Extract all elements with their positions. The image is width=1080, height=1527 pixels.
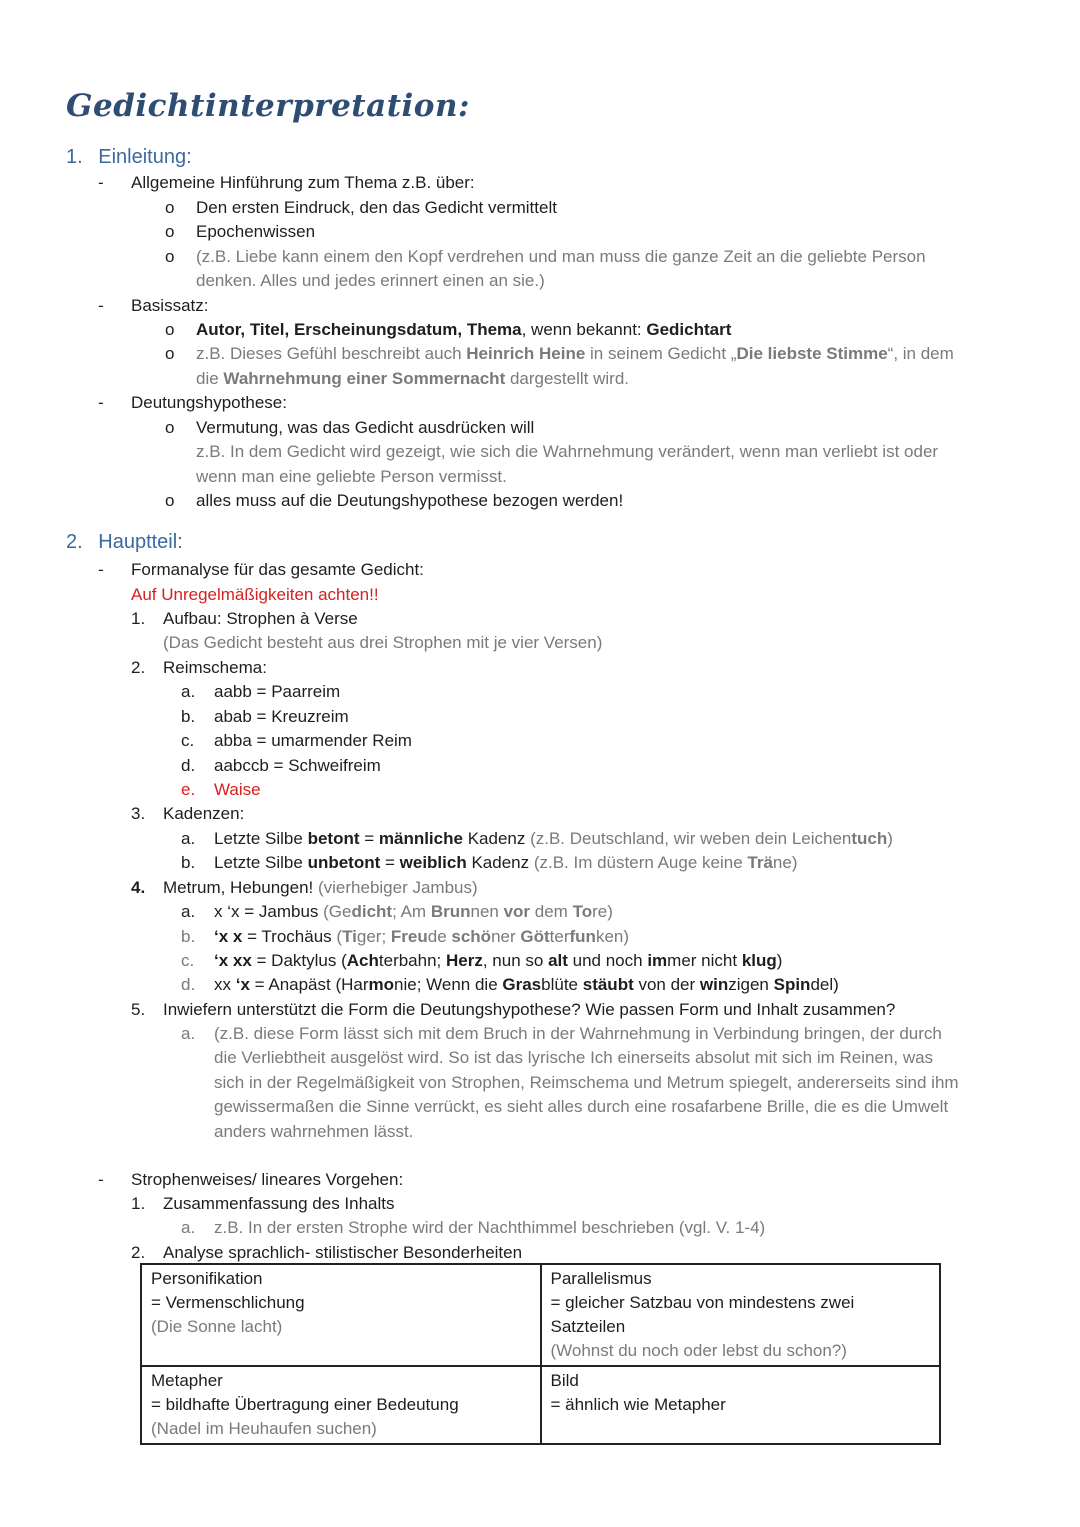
table-cell-bild: Bild = ähnlich wie Metapher	[541, 1366, 941, 1444]
table-cell-parallelismus: Parallelismus = gleicher Satzbau von mindestens zwei Satzteilen (Wohnst du noch oder lebst du schon?)	[541, 1264, 941, 1366]
table-row	[141, 1264, 940, 1366]
table-cell-metapher: Metapher = bildhafte Übertragung einer Bedeutung (Nadel im Heuhaufen suchen)	[141, 1366, 541, 1444]
section-number: 1.	[66, 146, 83, 168]
section-title: Einleitung:	[98, 146, 192, 168]
table-row	[141, 1366, 940, 1444]
table-cell-personifikation: Personifikation = Vermenschlichung (Die Sonne lacht)	[141, 1264, 541, 1366]
stylistic-devices-table	[140, 1263, 941, 1445]
section-title: Hauptteil:	[98, 531, 183, 553]
document-page: Gedichtinterpretation: 1. Einleitung: - Allgemeine Hinführung zum Thema z.B. über: o Den ersten Eindruck, den das Gedicht vermittelt o Epochenwissen o (z.B. Liebe kann einem den Kopf verdrehen und man muss die ganze Zeit an die geliebte Person denken. Alles und jedes erinnert einen an sie.) - Basissatz: o Autor, Titel, Erscheinungsdatum, Thema, wenn bekannt: Gedichtart o z.B. Dieses Gefühl beschreibt auch Heinrich Heine in seinem Gedicht „Die liebste Stimme“, in dem die Wahrnehmung einer Sommernacht dargestellt wird. - Deutungshypothese: o Vermutung, was das Gedicht ausdrücken will z.B. In dem Gedicht wird gezeigt, wie sich die Wahrnehmung verändert, wenn man verliebt ist oder wenn man eine geliebte Person vermisst. o alles muss auf die Deutungshypothese bezogen werden! 2. Hauptteil: - Formanalyse für das gesamte Gedicht: Auf Unregelmäßigkeiten achten!! 1. Aufbau: Strophen à Verse (Das Gedicht besteht aus drei Strophen mit je vier Versen) 2. Reimschema: a. aabb = Paarreim b. abab = Kreuzreim c. abba = umarmender Reim d. aabccb = Schweifreim e. Waise 3. Kadenzen: a. Letzte Silbe betont = männliche Kadenz (z.B. Deutschland, wir weben dein Leichentuch) b. Letzte Silbe unbetont = weiblich Kadenz (z.B. Im düstern Auge keine Träne) 4. Metrum, Hebungen! (vierhebiger Jambus) a. x ‘x = Jambus (Gedicht; Am Brunnen vor dem Tore) b. ‘x x = Trochäus (Tiger; Freude schöner Götterfunken) c. ‘x xx = Daktylus (Achterbahn; Herz, nun so alt und noch immer nicht klug) d. xx ‘x = Anapäst (Harmonie; Wenn die Grasblüte stäubt von der winzigen Spindel) 5. Inwiefern unterstützt die Form die Deutungshypothese? Wie passen Form und Inhalt zusammen? a. (z.B. diese Form lässt sich mit dem Bruch in der Wahrnehmung in Verbindung bringen, der durch die Verliebtheit ausgelöst wird. So ist das lyrische Ich einerseits absolut mit sich im Reinen, was sich in der Regelmäßigkeit von Strophen, Reimschema und Metrum spiegelt, andererseits sind ihm gewissermaßen die Sinne verrückt, es sieht alles durch eine rosafarbene Brille, die es die Umwelt anders wahrnehmen lässt. - Strophenweises/ lineares Vorgehen: 1. Zusammenfassung des Inhalts a. z.B. In der ersten Strophe wird der Nachthimmel beschrieben (vgl. V. 1-4) 2. Analyse sprachlich- stilistischer Besonderheiten Personifikation = Vermenschlichung (Die Sonne lacht) Parallelismus = gleicher Satzbau von mindestens zwei Satzteilen (Wohnst du noch oder lebst du schon?) Metapher = bildhafte Übertragung einer Bedeutung (Nadel im Heuhaufen suchen) Bild = ähnlich wie Metapher	[0, 0, 1080, 1527]
section-heading-hauptteil	[66, 530, 183, 554]
section-number: 2.	[66, 531, 83, 553]
section-heading-einleitung	[66, 145, 192, 169]
page-title: Gedichtinterpretation:	[66, 88, 470, 124]
